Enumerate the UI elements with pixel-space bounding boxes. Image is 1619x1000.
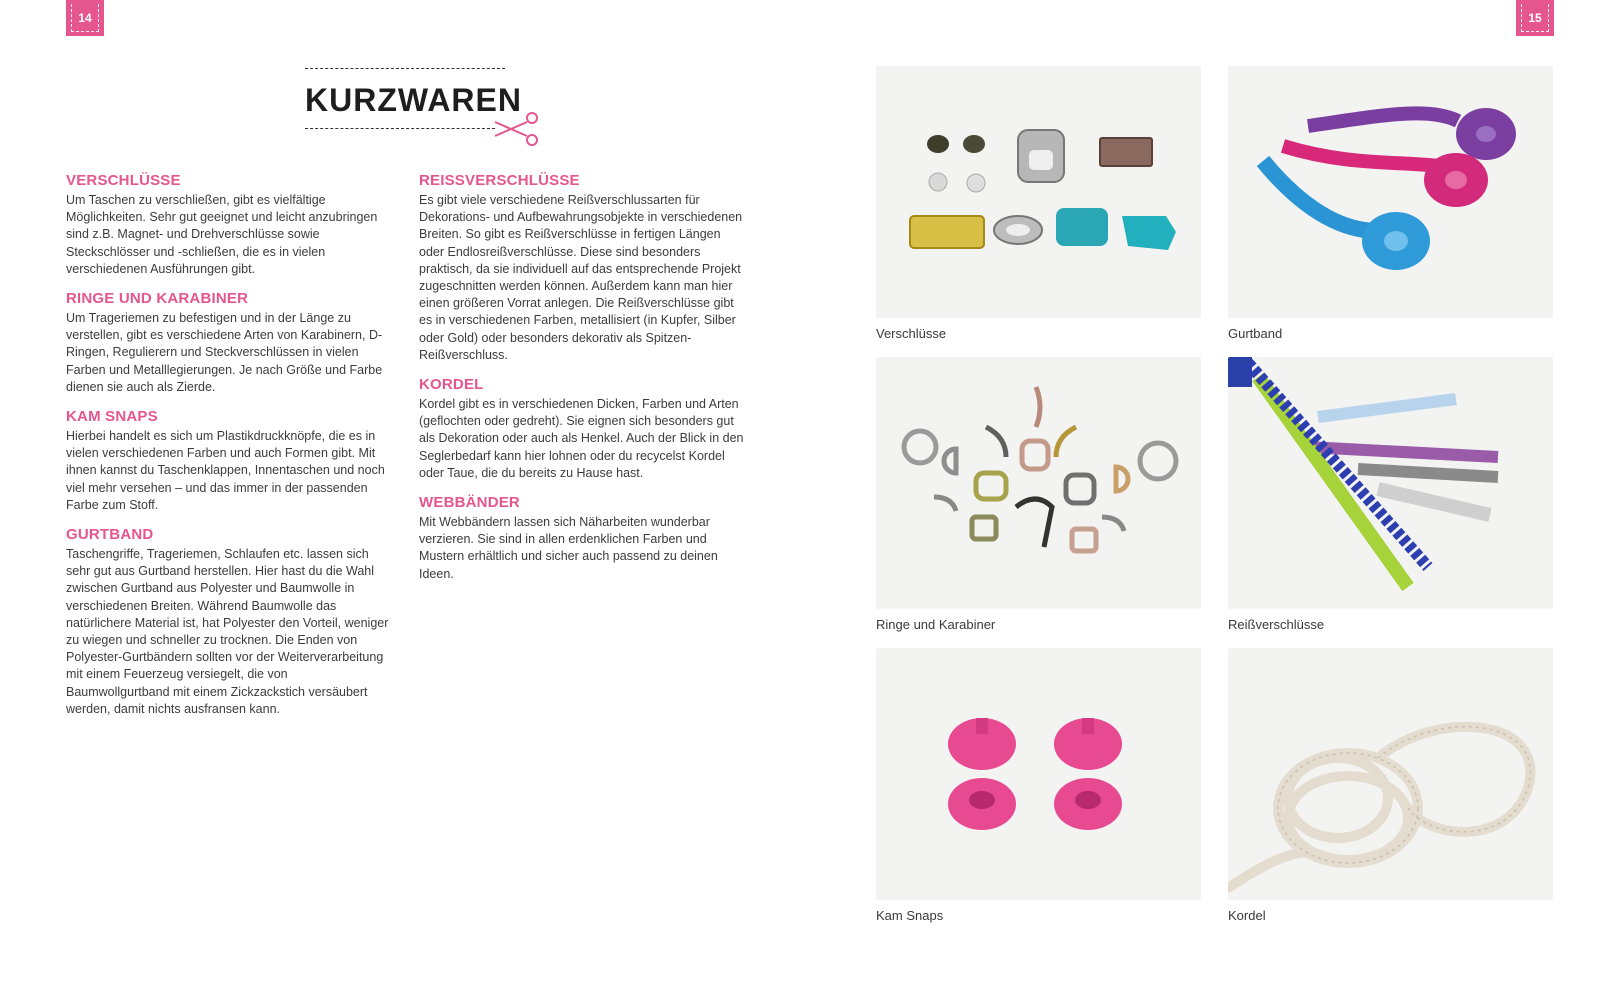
- page-number-right-label: 15: [1528, 11, 1542, 25]
- photo-caption: Reißverschlüsse: [1228, 617, 1325, 632]
- photo-tile-gurtband: [1228, 66, 1553, 341]
- section-text: Hierbei handelt es sich um Plastikdruckknöpfe, die es in vielen verschiedenen Farben und auch Formen gibt. Mit ihnen kannst du Taschenklappen, Innentaschen und noch viel mehr versehen – und das immer in der passenden Farbe zum Stoff.: [66, 429, 385, 512]
- kam-snaps-image: [876, 648, 1201, 900]
- section-text: Taschengriffe, Trageriemen, Schlaufen etc. lassen sich sehr gut aus Gurtband herstellen. Hier hast du die Wahl zwischen Gurtband aus Polyester und Baumwolle in verschiedenen Breiten. Während Baumwolle das natürlichere Material ist, hat Polyester den Vorteil, weniger zu wiegen und schneller zu trocknen. Die Enden von Polyester-Gurtbändern sollten vor der Weiterverarbeitung mit einem Feuerzeug versiegelt, die von Baumwollgurtband mit einem Zickzackstich versäubert werden, damit nichts ausfransen kann.: [66, 547, 389, 716]
- section-verschluesse: [66, 172, 391, 278]
- section-ringe-und-karabiner: [66, 290, 391, 396]
- photo-kam-snaps: [876, 648, 1201, 900]
- photo-tile-ringe-und-karabiner: [876, 357, 1201, 632]
- photo-verschluesse: [876, 66, 1201, 318]
- section-kordel: [419, 376, 744, 482]
- photo-gurtband: [1228, 66, 1553, 318]
- photo-ringe-und-karabiner: [876, 357, 1201, 609]
- section-heading: KAM SNAPS: [66, 408, 158, 426]
- section-reissverschluesse: [419, 172, 744, 364]
- section-heading: RINGE UND KARABINER: [66, 290, 249, 308]
- photo-caption: Verschlüsse: [876, 326, 947, 341]
- page-number-left-label: 14: [78, 11, 92, 25]
- section-text: Kordel gibt es in verschiedenen Dicken, Farben und Arten (geflochten oder gedreht). Sie eignen sich besonders gut als Dekoration oder auch als Henkel. Auch der Blick in den Seglerbedarf kann hier lohnen oder du recycelst Kordel oder Taue, die du bereits zu Hause hast.: [419, 397, 744, 480]
- photo-caption: Kam Snaps: [876, 908, 944, 923]
- page-title: KURZWAREN: [305, 82, 522, 118]
- section-text: Es gibt viele verschiedene Reißverschlussarten für Dekorations- und Aufbewahrungsobjekte in verschiedenen Breiten. So gibt es Reißverschlüsse in fertigen Längen oder Endlosreißverschlüsse. Diese sind besonders praktisch, da sie individuell auf das entsprechende Projekt zugeschnitten werden können. Außerdem kann man hier einen größeren Vorrat anlegen. Die Reißverschlüsse gibt es in verschiedenen Farben, metallisiert (in Kupfer, Silber oder Gold) oder besonders dekorativ als Spitzen-Reißverschluss.: [419, 193, 743, 362]
- title-dashed-line-top: [305, 68, 505, 69]
- section-heading: REISSVERSCHLÜSSE: [419, 172, 580, 189]
- page-number-left: [66, 0, 104, 36]
- section-webbaender: [419, 494, 744, 583]
- text-column-left: [66, 172, 391, 730]
- section-heading: KORDEL: [419, 376, 484, 394]
- photo-tile-kordel: [1228, 648, 1553, 923]
- page-number-right: [1516, 0, 1554, 36]
- scissors-icon: [493, 112, 541, 146]
- photo-kordel: [1228, 648, 1553, 900]
- section-heading: WEBBÄNDER: [419, 494, 520, 512]
- title-dashed-line-bottom: [305, 128, 495, 129]
- zippers-image: [1228, 357, 1553, 609]
- text-column-middle: [419, 172, 744, 595]
- photo-tile-reissverschluesse: [1228, 357, 1553, 632]
- photo-caption: Gurtband: [1228, 326, 1283, 341]
- section-text: Um Taschen zu verschließen, gibt es vielfältige Möglichkeiten. Sehr gut geeignet und leicht anzubringen sind z.B. Magnet- und Drehverschlüsse sowie Steckschlösser und -schließen, die es in vielen verschiedenen Ausführungen gibt.: [66, 193, 378, 276]
- photo-caption: Kordel: [1228, 908, 1266, 923]
- rings-carabiners-image: [876, 357, 1201, 609]
- section-text: Um Trageriemen zu befestigen und in der Länge zu verstellen, gibt es verschiedene Arten von Karabinern, D-Ringen, Regulierern und Steckverschlüssen in vielen Farben und Metalllegierungen. Je nach Größe und Farbe dienen sie auch als Zierde.: [66, 311, 383, 394]
- photo-reissverschluesse: [1228, 357, 1553, 609]
- cord-image: [1228, 648, 1553, 900]
- section-text: Mit Webbändern lassen sich Näharbeiten wunderbar verzieren. Sie sind in allen erdenklichen Farben und Mustern erhältlich und sicher auch passend zu deinen Ideen.: [419, 515, 718, 581]
- photo-tile-kam-snaps: [876, 648, 1201, 923]
- section-gurtband: [66, 526, 391, 718]
- title-block: [305, 68, 540, 148]
- photo-tile-verschluesse: [876, 66, 1201, 341]
- section-kam-snaps: [66, 408, 391, 514]
- buckles-image: [876, 66, 1201, 318]
- section-heading: GURTBAND: [66, 526, 154, 544]
- webbing-rolls-image: [1228, 66, 1553, 318]
- section-heading: VERSCHLÜSSE: [66, 172, 181, 189]
- photo-caption: Ringe und Karabiner: [876, 617, 996, 632]
